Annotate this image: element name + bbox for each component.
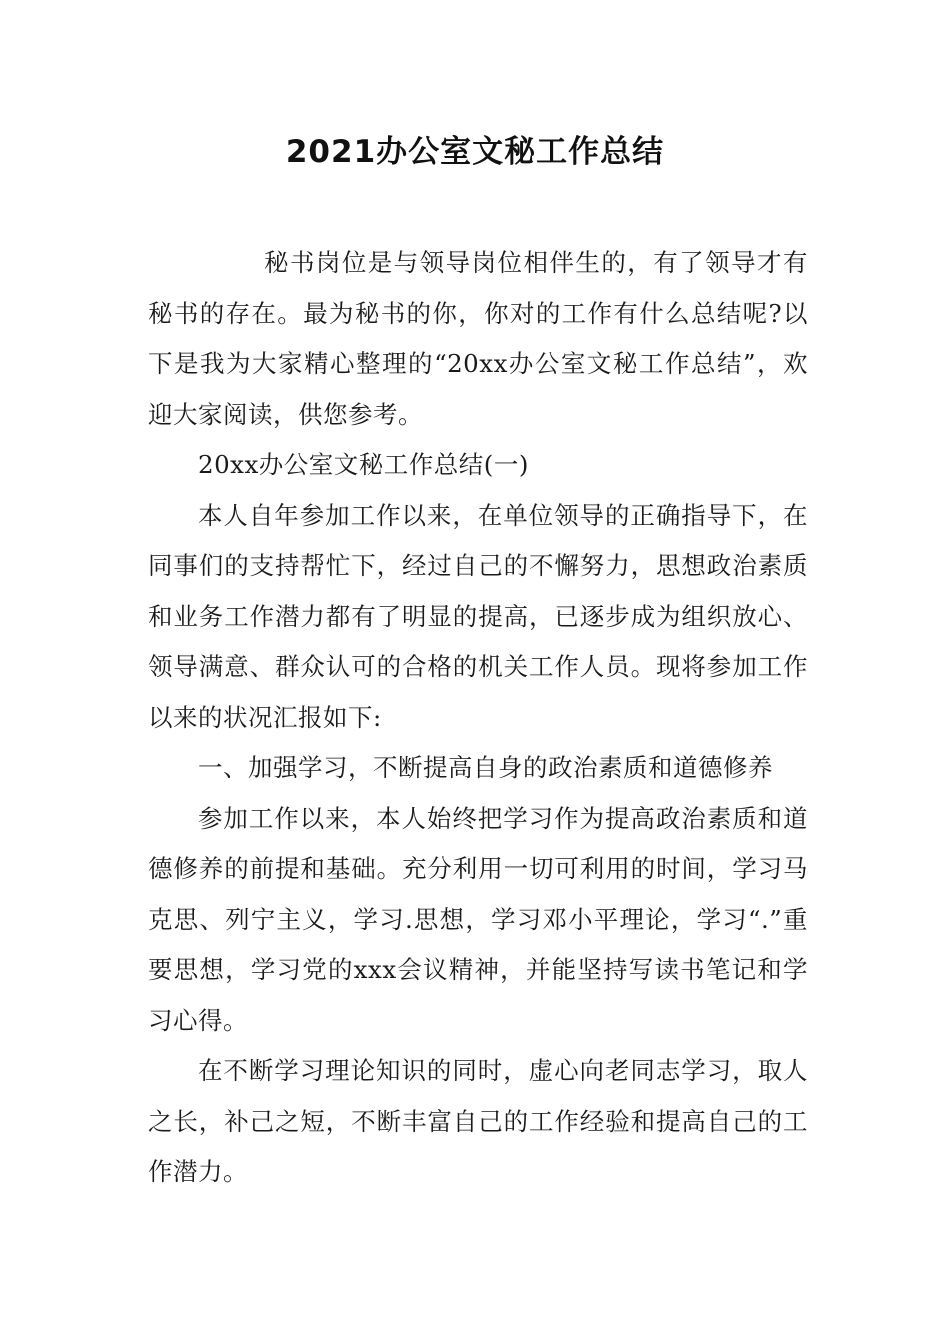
section-heading-1: 一、加强学习，不断提高自身的政治素质和道德修养 — [198, 753, 773, 782]
body-paragraph-2: 参加工作以来，本人始终把学习作为提高政治素质和道德修养的前提和基础。充分利用一切可利用的时间，学习马克思、列宁主义，学习.思想，学习邓小平理论，学习“.”重要思想，学习党的xxx会议精神，并能坚持写读书笔记和学习心得。 — [148, 803, 808, 1035]
document-title: 2021办公室文秘工作总结 — [285, 134, 665, 170]
document-body — [148, 238, 808, 1198]
intro-paragraph: 秘书岗位是与领导岗位相伴生的，有了领导才有秘书的存在。最为秘书的你，你对的工作有什么总结呢?以下是我为大家精心整理的“20xx办公室文秘工作总结”，欢迎大家阅读，供您参考。 — [148, 248, 808, 429]
body-paragraph-1: 本人自年参加工作以来，在单位领导的正确指导下，在同事们的支持帮忙下，经过自己的不懈努力，思想政治素质和业务工作潜力都有了明显的提高，已逐步成为组织放心、领导满意、群众认可的合格的机关工作人员。现将参加工作以来的状况汇报如下: — [148, 500, 808, 732]
section-title: 20xx办公室文秘工作总结(一) — [198, 450, 529, 479]
body-paragraph-3: 在不断学习理论知识的同时，虚心向老同志学习，取人之长，补己之短，不断丰富自己的工作经验和提高自己的工作潜力。 — [148, 1056, 808, 1186]
